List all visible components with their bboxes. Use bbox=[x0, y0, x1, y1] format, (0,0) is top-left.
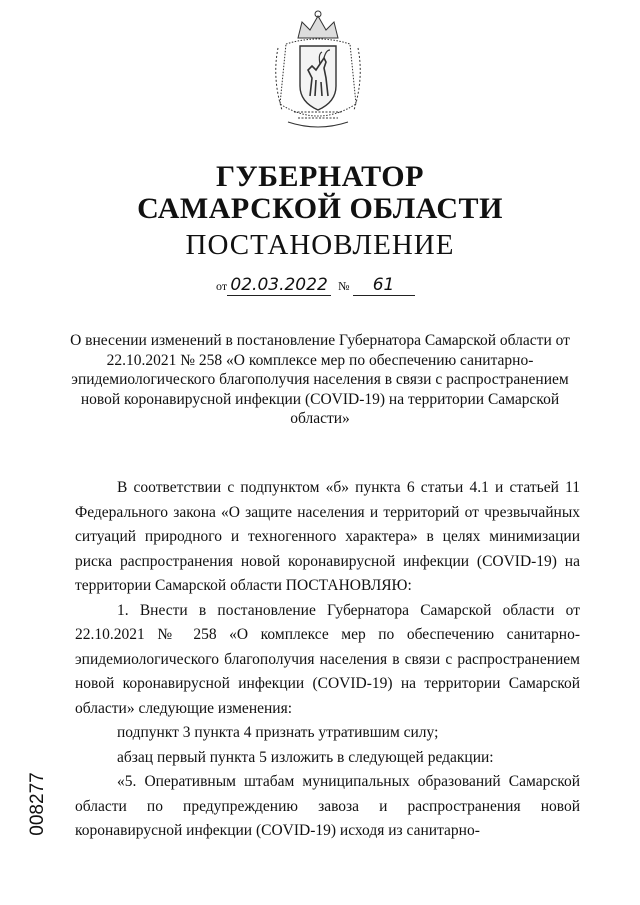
number-sign: № bbox=[338, 279, 350, 293]
document-type-title: ПОСТАНОВЛЕНИЕ bbox=[185, 229, 455, 261]
issuer-title-line1: ГУБЕРНАТОР bbox=[216, 160, 424, 193]
date-prefix: от bbox=[216, 279, 228, 293]
document-subject: О внесении изменений в постановление Губернатора Самарской области от 22.10.2021 № 258 «О комплексе мер по обеспечению санитарно-эпидемиологического благополучия населения в связи с распространением новой коронавирусной инфекции (COVID-19) на территории Самарской области» bbox=[70, 332, 570, 427]
preamble-paragraph: В соответствии с подпунктом «б» пункта 6 статьи 4.1 и статьей 11 Федерального закона «О защите населения и территорий от чрезвычайных ситуаций природного и техногенного характера» в целях минимизации риска распространения новой коронавирусной инфекции (COVID-19) на территории Самарской области ПОСТАНОВЛЯЮ: bbox=[75, 479, 580, 594]
quoted-item-paragraph: «5. Оперативным штабам муниципальных образований Самарской области по предупреждению завоза и распространения новой коронавирусной инфекции (COVID-19) исходя из санитарно- bbox=[75, 773, 580, 839]
side-serial-number: 008277 bbox=[27, 772, 48, 836]
issuer-title-line2: САМАРСКОЙ ОБЛАСТИ bbox=[137, 192, 503, 225]
document-number: 61 bbox=[353, 275, 415, 296]
subitem-paragraph: абзац первый пункта 5 изложить в следующей редакции: bbox=[117, 748, 494, 766]
date-number-line bbox=[216, 275, 415, 296]
coat-of-arms-emblem bbox=[268, 8, 368, 136]
document-body bbox=[75, 476, 580, 844]
item-1-paragraph: 1. Внести в постановление Губернатора Самарской области от 22.10.2021 № 258 «О комплексе мер по обеспечению санитарно-эпидемиологического благополучия населения в связи с распространением новой коронавирусной инфекции (COVID-19) на территории Самарской области» следующие изменения: bbox=[75, 601, 580, 717]
subitem-paragraph: подпункт 3 пункта 4 признать утратившим силу; bbox=[117, 724, 439, 741]
document-date: 02.03.2022 bbox=[227, 275, 331, 296]
